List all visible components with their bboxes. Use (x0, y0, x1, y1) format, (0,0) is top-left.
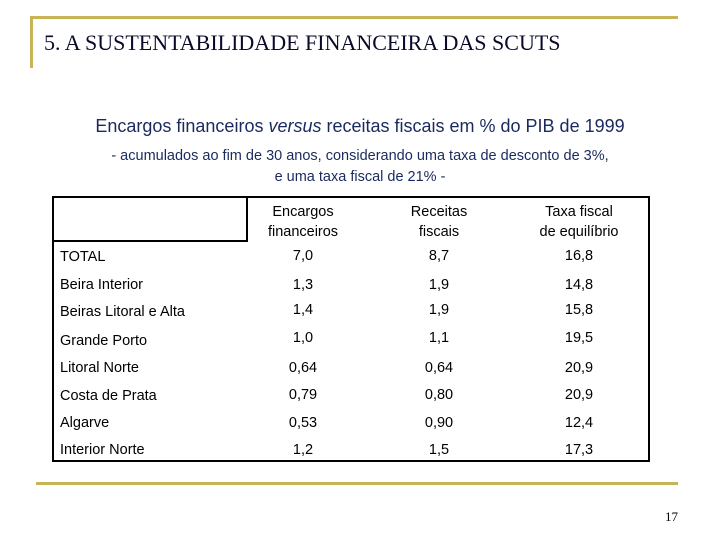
cell-taxa: 12,4 (564, 415, 594, 431)
row-label-interior-norte: Interior Norte (60, 442, 145, 458)
row-label-beiras-litoral: Beiras Litoral e Alta (60, 304, 185, 320)
subtitle-italic: versus (268, 116, 322, 136)
cell-taxa: 20,9 (564, 360, 594, 376)
column-header-line: financeiros (267, 224, 339, 240)
cell-taxa: 19,5 (564, 330, 594, 346)
cell-receitas: 8,7 (428, 248, 450, 264)
cell-taxa: 14,8 (564, 277, 594, 293)
slide-title: 5. A SUSTENTABILIDADE FINANCEIRA DAS SCUTS (44, 30, 561, 55)
cell-encargos: 1,3 (292, 277, 314, 293)
row-label-algarve: Algarve (60, 415, 110, 431)
cell-encargos: 0,79 (288, 387, 318, 403)
data-table (52, 196, 650, 462)
cell-taxa: 17,3 (564, 442, 594, 458)
cell-receitas: 0,64 (424, 360, 454, 376)
cell-receitas: 1,1 (428, 330, 450, 346)
cell-encargos: 0,53 (288, 415, 318, 431)
cell-receitas: 1,5 (428, 442, 450, 458)
column-header-line: Encargos (272, 204, 334, 220)
column-header-line: Taxa fiscal (545, 204, 613, 220)
cell-receitas: 0,80 (424, 387, 454, 403)
row-label-litoral-norte: Litoral Norte (60, 360, 139, 376)
title-top-rule (30, 16, 678, 19)
table-corner-cell (54, 198, 248, 242)
row-label-beira-interior: Beira Interior (60, 277, 144, 293)
column-header-line: de equilíbrio (539, 224, 619, 240)
subtitle-part-2: receitas fiscais em % do PIB de 1999 (321, 116, 625, 136)
subtitle-note (0, 146, 720, 188)
footer-rule (36, 482, 678, 485)
cell-encargos: 7,0 (292, 248, 314, 264)
cell-encargos: 1,2 (292, 442, 314, 458)
cell-taxa: 20,9 (564, 387, 594, 403)
column-header-encargos (248, 202, 358, 242)
slide-subtitle (0, 116, 720, 137)
column-header-line: Receitas (410, 204, 468, 220)
row-label-grande-porto: Grande Porto (60, 333, 148, 349)
column-header-line: fiscais (418, 224, 460, 240)
row-label-costa-de-prata: Costa de Prata (60, 388, 157, 404)
page-number: 17 (665, 509, 678, 524)
cell-taxa: 16,8 (564, 248, 594, 264)
cell-encargos: 0,64 (288, 360, 318, 376)
note-line-2: e uma taxa fiscal de 21% - (274, 169, 446, 185)
cell-receitas: 1,9 (428, 302, 450, 318)
cell-encargos: 1,0 (292, 330, 314, 346)
cell-receitas: 0,90 (424, 415, 454, 431)
title-left-rule (30, 16, 33, 68)
subtitle-part-1: Encargos financeiros (95, 116, 269, 136)
cell-encargos: 1,4 (292, 302, 314, 318)
note-line-1: - acumulados ao fim de 30 anos, considerando uma taxa de desconto de 3%, (111, 148, 609, 164)
column-header-taxa (524, 202, 634, 242)
column-header-receitas (384, 202, 494, 242)
row-label-total: TOTAL (60, 249, 106, 265)
cell-receitas: 1,9 (428, 277, 450, 293)
cell-taxa: 15,8 (564, 302, 594, 318)
